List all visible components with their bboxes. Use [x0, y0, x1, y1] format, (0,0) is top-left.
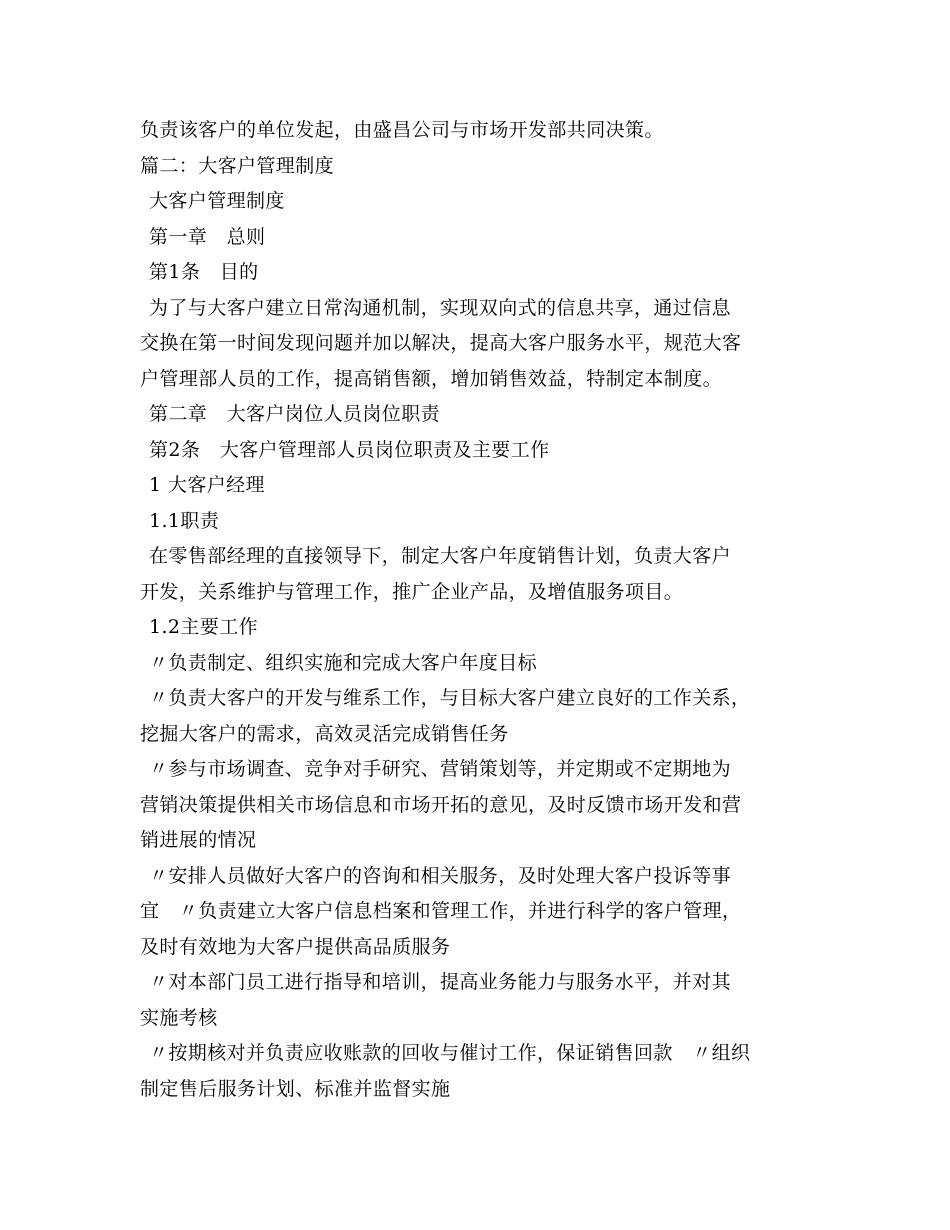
- text-line-8: 户管理部人员的工作，提高销售额，增加销售效益，特制定本制度。: [140, 368, 723, 390]
- text-line-2: 篇二：大客户管理制度: [140, 155, 335, 177]
- text-line-13: 在零售部经理的直接领导下，制定大客户年度销售计划，负责大客户: [149, 545, 732, 567]
- text-line-18: 挖掘大客户的需求，高效灵活完成销售任务: [140, 723, 509, 745]
- text-line-6: 为了与大客户建立日常沟通机制，实现双向式的信息共享，通过信息: [149, 297, 732, 319]
- text-line-28: 制定售后服务计划、标准并监督实施: [140, 1078, 451, 1100]
- text-line-7: 交换在第一时间发现问题并加以解决，提高大客户服务水平，规范大客: [140, 332, 742, 354]
- text-line-21: 销进展的情况: [140, 829, 257, 851]
- text-line-20: 营销决策提供相关市场信息和市场开拓的意见，及时反馈市场开发和营: [140, 794, 742, 816]
- text-line-11: 1 大客户经理: [149, 474, 265, 496]
- text-line-9: 第二章 大客户岗位人员岗位职责: [149, 403, 441, 425]
- text-line-4: 第一章 总则: [149, 226, 266, 248]
- text-line-24: 及时有效地为大客户提供高品质服务: [140, 936, 451, 958]
- text-line-25: 〃对本部门员工进行指导和培训，提高业务能力与服务水平，并对其: [149, 971, 732, 993]
- text-line-23: 宜 〃负责建立大客户信息档案和管理工作，并进行科学的客户管理，: [140, 900, 742, 922]
- text-line-22: 〃安排人员做好大客户的咨询和相关服务，及时处理大客户投诉等事: [149, 865, 732, 887]
- text-line-19: 〃参与市场调查、竞争对手研究、营销策划等，并定期或不定期地为: [149, 758, 732, 780]
- text-line-17: 〃负责大客户的开发与维系工作，与目标大客户建立良好的工作关系，: [149, 687, 751, 709]
- text-line-15: 1.2主要工作: [149, 616, 259, 638]
- text-line-10: 第2条 大客户管理部人员岗位职责及主要工作: [149, 439, 550, 461]
- text-line-12: 1.1职责: [149, 510, 220, 532]
- text-line-3: 大客户管理制度: [149, 190, 285, 212]
- text-line-1: 负责该客户的单位发起，由盛昌公司与市场开发部共同决策。: [140, 119, 664, 141]
- text-line-16: 〃负责制定、组织实施和完成大客户年度目标: [149, 652, 538, 674]
- text-line-14: 开发，关系维护与管理工作，推广企业产品，及增值服务项目。: [140, 581, 684, 603]
- text-line-26: 实施考核: [140, 1007, 218, 1029]
- text-line-5: 第1条 目的: [149, 261, 259, 283]
- text-line-27: 〃按期核对并负责应收账款的回收与催讨工作，保证销售回款 〃组织: [149, 1042, 751, 1064]
